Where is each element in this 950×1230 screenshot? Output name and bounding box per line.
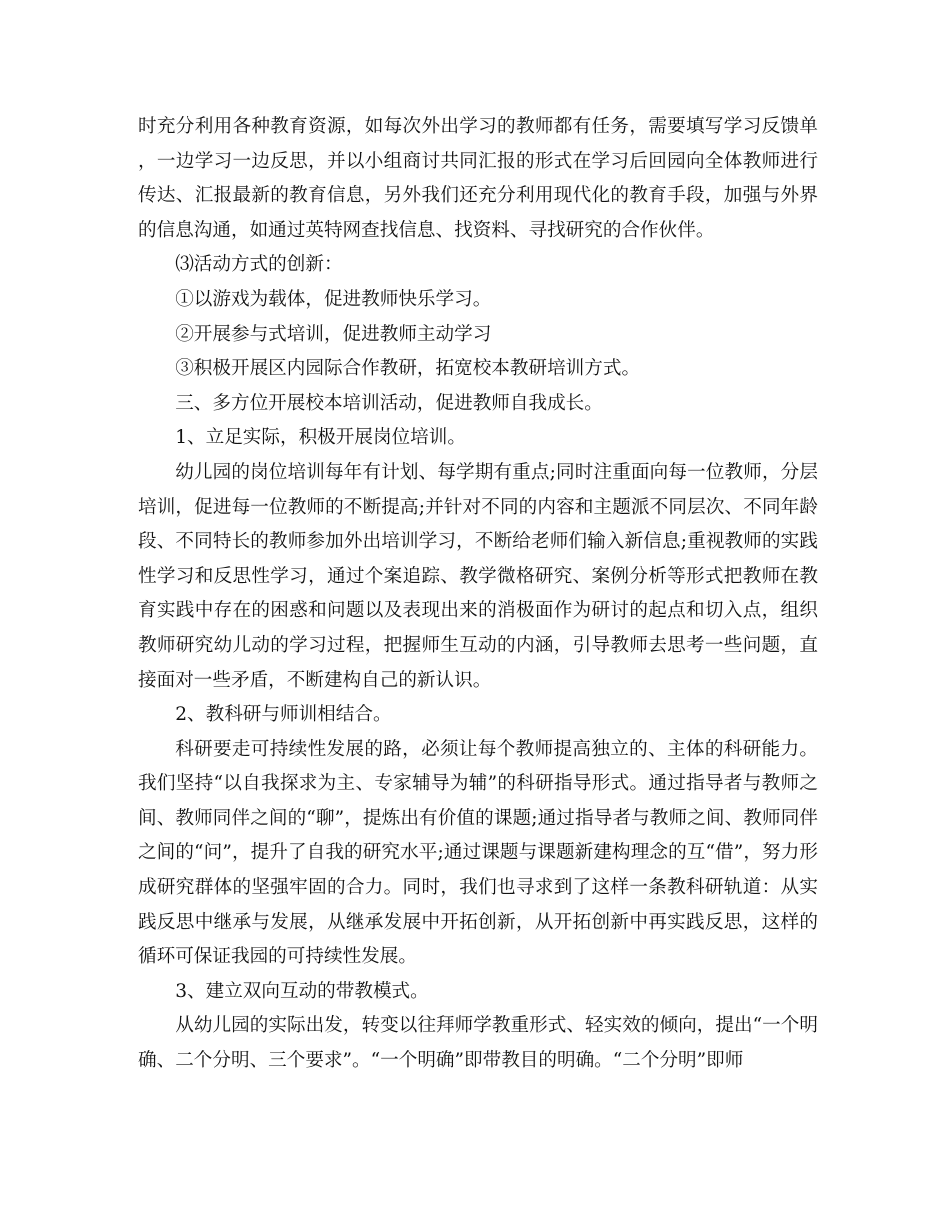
list-item-inter-kindergarten-research: ③积极开展区内园际合作教研，拓宽校本教研培训方式。 <box>175 358 641 380</box>
paragraph-research-training: 科研要走可持续性发展的路，必须让每个教师提高独立的、主体的科研能力。我们坚持“以自我探求为主、专家辅导为辅”的科研指导形式。通过指导者与教师之间、教师同伴之间的“聊”，提炼出有价值的课题;通过指导者与教师之间、教师同伴之间的“问”，提升了自我的研究水平;通过课题与课题新建构理念的互“借”，努力形成研究群体的坚强牢固的合力。同时，我们也寻求到了这样一条教科研轨道：从实践反思中继承与发展，从继承发展中开拓创新，从开拓创新中再实践反思，这样的循环可保证我园的可持续性发展。 <box>138 738 818 968</box>
subheading-one: 1、立足实际，积极开展岗位培训。 <box>175 427 466 449</box>
paragraph-post-training: 幼儿园的岗位培训每年有计划、每学期有重点;同时注重面向每一位教师，分层培训，促进每一位教师的不断提高;并针对不同的内容和主题派不同层次、不同年龄段、不同特长的教师参加外出培训学习，不断给老师们输入新信息;重视教师的实践性学习和反思性学习，通过个案追踪、教学微格研究、案例分析等形式把教师在教育实践中存在的困惑和问题以及表现出来的消极面作为研讨的起点和切入点，组织教师研究幼儿动的学习过程，把握师生互动的内涵，引导教师去思考一些问题，直接面对一些矛盾，不断建构自己的新认识。 <box>138 461 818 691</box>
paragraph-activity-innovation-heading: ⑶活动方式的创新： <box>175 254 343 276</box>
subheading-three: 3、建立双向互动的带教模式。 <box>175 980 429 1002</box>
paragraph-resources: 时充分利用各种教育资源，如每次外出学习的教师都有任务，需要填写学习反馈单，一边学习一边反思，并以小组商讨共同汇报的形式在学习后回园向全体教师进行传达、汇报最新的教育信息，另外我们还充分利用现代化的教育手段，加强与外界的信息沟通，如通过英特网查找信息、找资料、寻找研究的合作伙伴。 <box>138 116 818 241</box>
section-heading-three: 三、多方位开展校本培训活动，促进教师自我成长。 <box>175 392 603 414</box>
document-body <box>138 110 818 1079</box>
paragraph-mentoring-mode: 从幼儿园的实际出发，转变以往拜师学教重形式、轻实效的倾向，提出“一个明确、二个分明、三个要求”。“一个明确”即带教目的明确。“二个分明”即师 <box>138 1015 818 1072</box>
list-item-participatory-training: ②开展参与式培训，促进教师主动学习 <box>175 323 492 345</box>
list-item-game-carrier: ①以游戏为载体，促进教师快乐学习。 <box>175 288 492 310</box>
subheading-two: 2、教科研与师训相结合。 <box>175 704 392 726</box>
